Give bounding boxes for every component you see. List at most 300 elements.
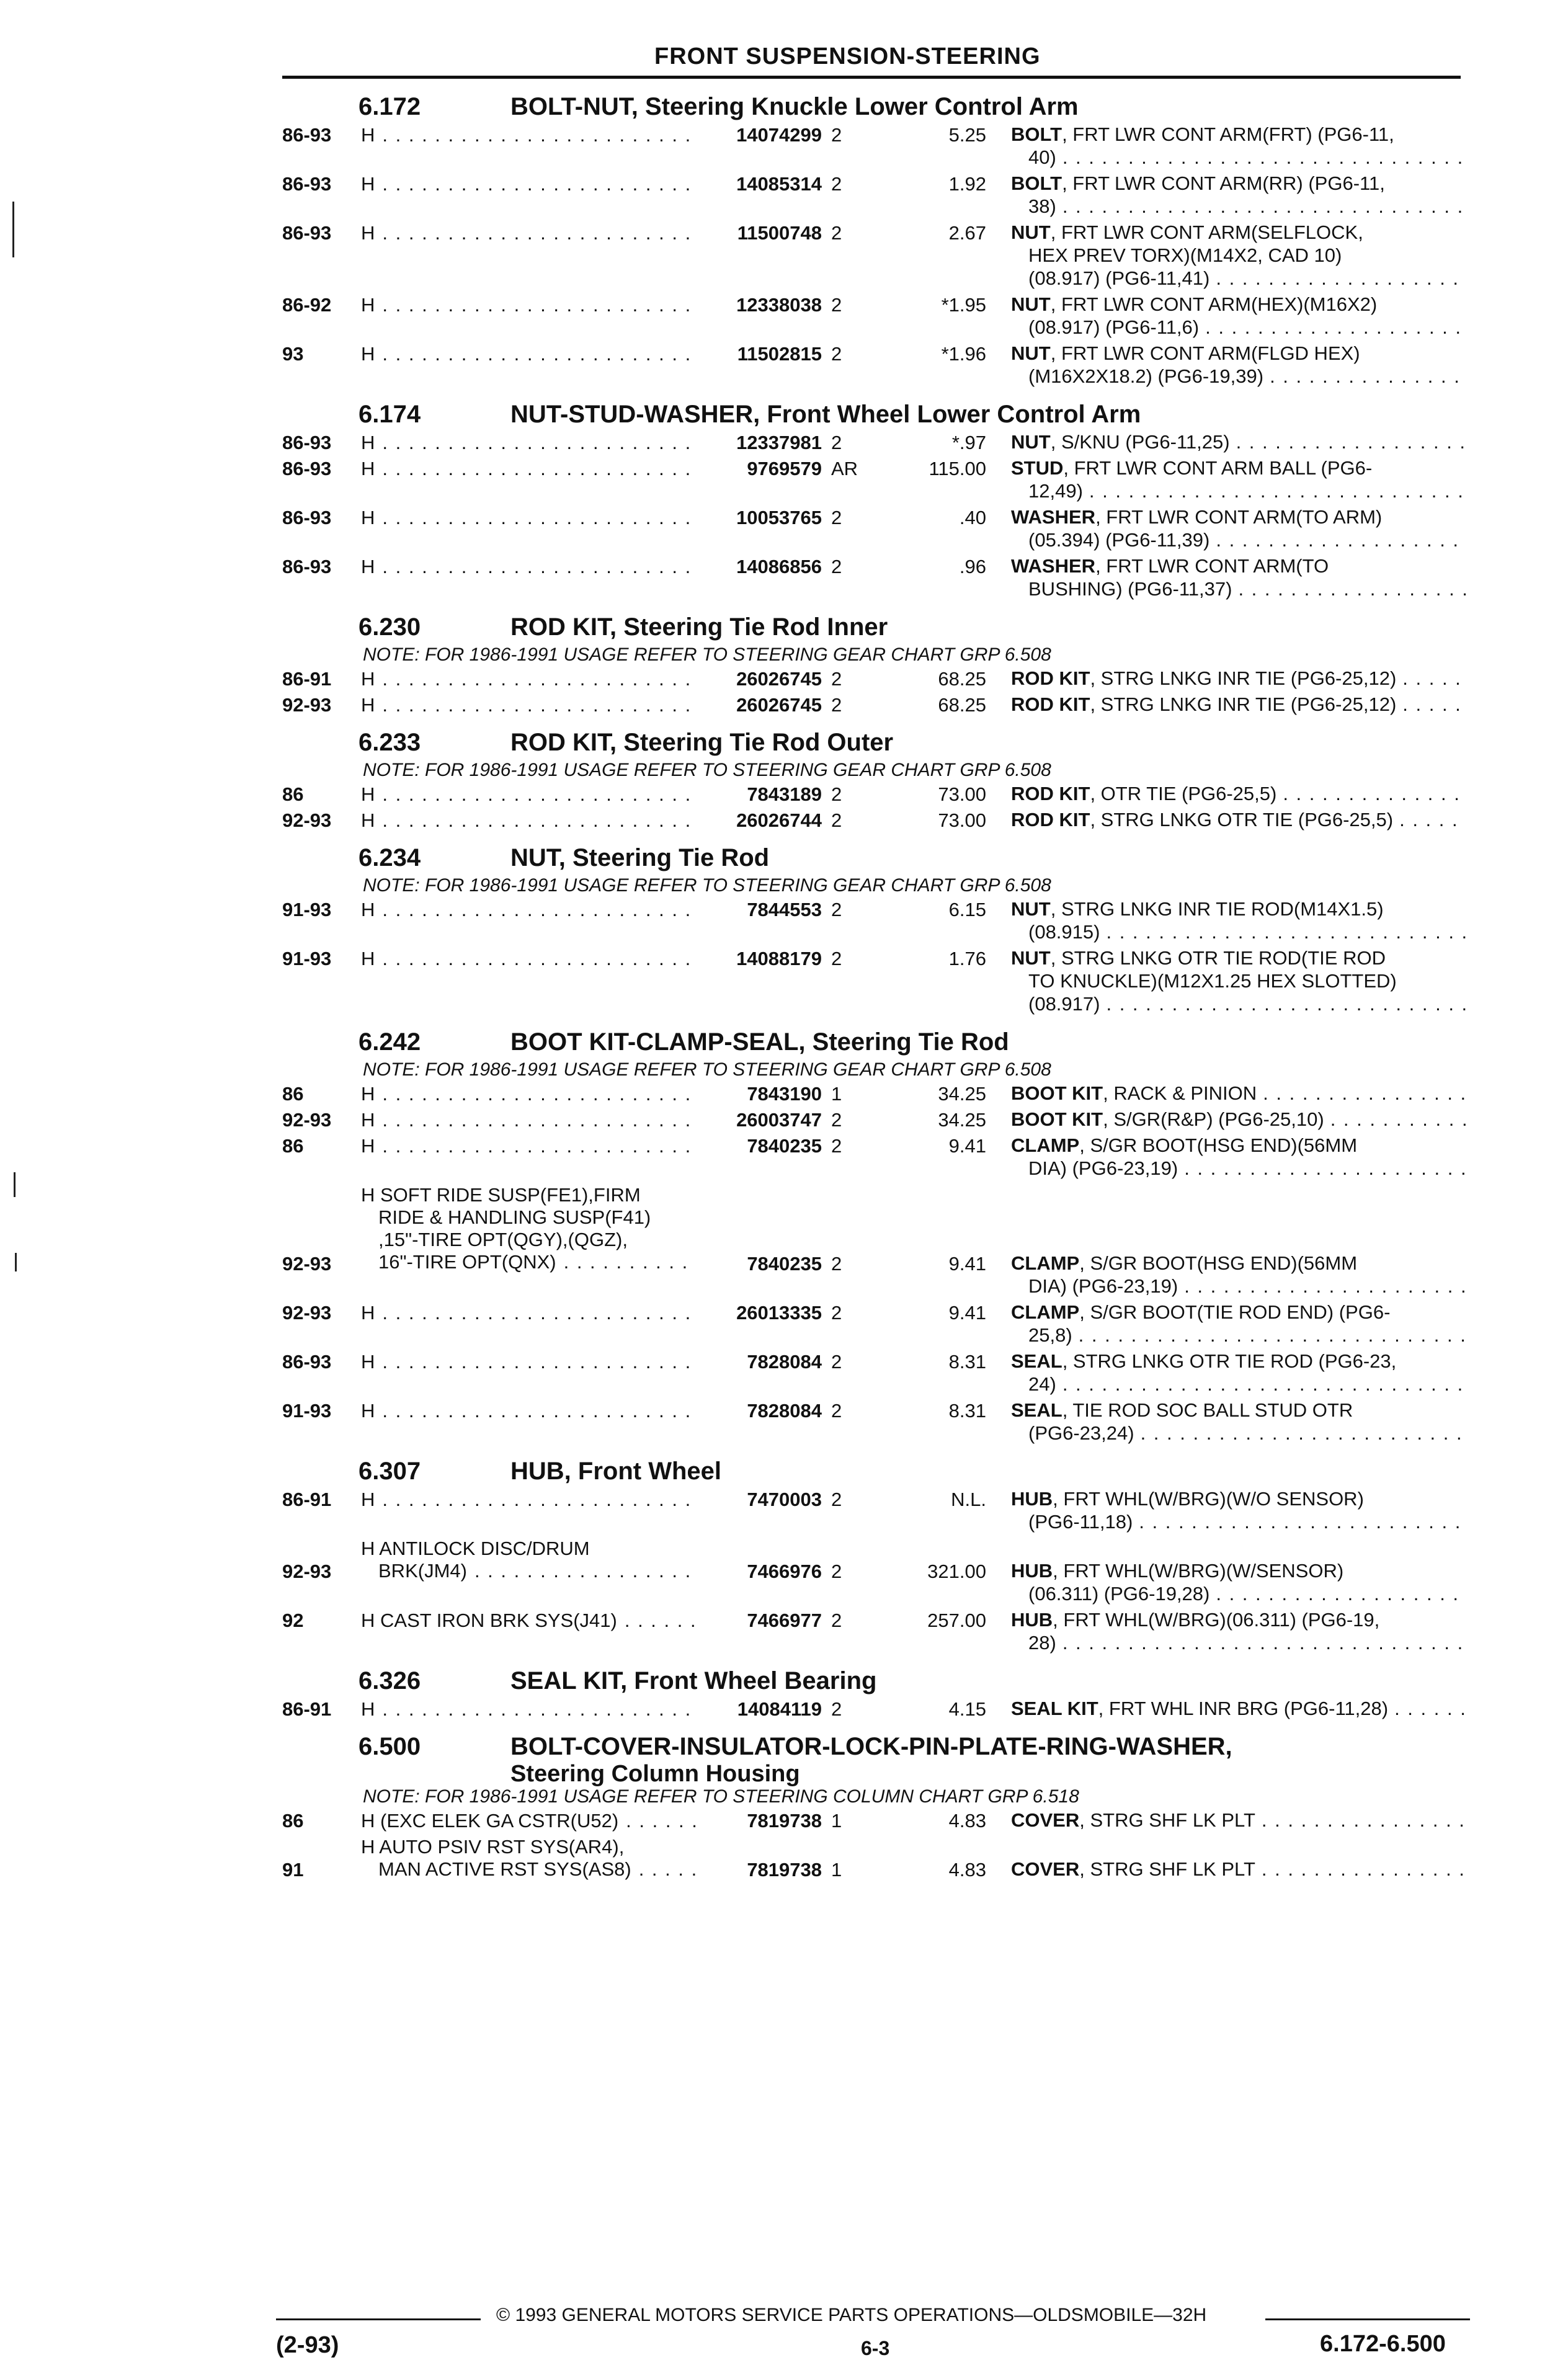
description-text: , FRT LWR CONT ARM(TO [1095, 555, 1329, 577]
model-years: 86-93 [282, 1351, 332, 1373]
part-name: ROD KIT [1011, 809, 1090, 830]
section-title: BOLT-COVER-INSULATOR-LOCK-PIN-PLATE-RING-WASHER, [510, 1733, 1232, 1760]
usage-text: H [361, 1083, 375, 1105]
model-years: 92-93 [282, 809, 332, 831]
usage-text: H [361, 1698, 375, 1720]
description-text: 12,49) [1028, 480, 1083, 502]
usage-text: H [361, 458, 375, 479]
part-description [1011, 1350, 1467, 1396]
section-number: 6.307 [359, 1458, 421, 1485]
model-years: 86-93 [282, 556, 332, 577]
part-description [1011, 693, 1467, 716]
part-description [1011, 1559, 1467, 1605]
leader-dots [1056, 146, 1467, 169]
description-text: , FRT LWR CONT ARM(FRT) (PG6-11, [1062, 123, 1394, 145]
leader-dots [1388, 1697, 1467, 1720]
leader-dots [1324, 1108, 1467, 1131]
usage-line [361, 1610, 696, 1632]
section-heading [359, 1458, 721, 1485]
quantity: 2 [831, 173, 842, 195]
description-line [1011, 1422, 1467, 1445]
part-description [1011, 293, 1467, 339]
part-name: COVER [1011, 1809, 1080, 1831]
usage-text: H (EXC ELEK GA CSTR(U52) [361, 1810, 619, 1832]
leader-dots [618, 1810, 696, 1832]
usage-description [361, 809, 696, 832]
quantity: 2 [831, 1610, 842, 1631]
usage-line [361, 222, 696, 244]
price: 34.25 [938, 1109, 986, 1131]
part-name: NUT [1011, 947, 1051, 969]
part-name: COVER [1011, 1858, 1080, 1880]
description-text: , S/KNU (PG6-11,25) [1050, 431, 1230, 453]
description-text: , FRT LWR CONT ARM(TO ARM) [1095, 506, 1383, 528]
price: 5.25 [948, 124, 986, 146]
part-description [1011, 1487, 1467, 1533]
leader-dots [1178, 1275, 1467, 1298]
part-name: WASHER [1011, 506, 1096, 528]
part-number: 26026745 [736, 694, 822, 716]
part-description [1011, 946, 1467, 1015]
usage-description [361, 507, 696, 529]
description-line [1011, 992, 1467, 1015]
section-note: NOTE: FOR 1986-1991 USAGE REFER TO STEERING GEAR CHART GRP 6.508 [363, 644, 1051, 665]
usage-line [361, 294, 696, 316]
usage-line [361, 1184, 696, 1206]
price: *1.95 [941, 294, 986, 316]
leader-dots [375, 1489, 696, 1511]
price: .40 [959, 507, 986, 528]
description-line [1011, 1631, 1467, 1654]
section-note: NOTE: FOR 1986-1991 USAGE REFER TO STEERING GEAR CHART GRP 6.508 [363, 760, 1051, 780]
part-name: ROD KIT [1011, 667, 1090, 689]
usage-text: H [361, 294, 375, 316]
quantity: 1 [831, 1810, 842, 1832]
description-text: DIA) (PG6-23,19) [1028, 1157, 1178, 1179]
part-name: NUT [1011, 342, 1051, 364]
description-text: (M16X2X18.2) (PG6-19,39) [1028, 365, 1264, 387]
part-number: 26003747 [736, 1109, 822, 1131]
description-text: 28) [1028, 1632, 1056, 1654]
usage-text: H [361, 432, 375, 453]
price: 34.25 [938, 1083, 986, 1105]
description-text: , FRT WHL INR BRG (PG6-11,28) [1098, 1698, 1389, 1719]
description-line [1011, 528, 1467, 551]
footer-date: (2-93) [276, 2332, 339, 2358]
part-number: 14074299 [736, 124, 822, 146]
usage-description [361, 668, 696, 690]
part-number: 14085314 [736, 173, 822, 195]
quantity: 2 [831, 1109, 842, 1131]
description-line [1011, 1697, 1467, 1720]
footer-page-number: 6-3 [861, 2337, 890, 2359]
usage-description [361, 783, 696, 806]
usage-line [361, 809, 696, 832]
description-text: , STRG LNKG OTR TIE ROD(TIE ROD [1050, 947, 1386, 969]
description-line [1011, 1373, 1467, 1396]
quantity: 2 [831, 556, 842, 577]
part-number: 7470003 [747, 1489, 822, 1510]
description-text: , OTR TIE (PG6-25,5) [1090, 783, 1277, 804]
footer-rule [276, 2318, 481, 2320]
part-description [1011, 123, 1467, 169]
part-number: 14088179 [736, 948, 822, 969]
usage-text: H [361, 124, 375, 146]
usage-text: RIDE & HANDLING SUSP(F41) [378, 1206, 651, 1228]
part-description [1011, 1858, 1467, 1881]
margin-mark [15, 1253, 17, 1271]
model-years: 86 [282, 1810, 304, 1832]
part-name: NUT [1011, 293, 1051, 315]
usage-text: H [361, 1489, 375, 1510]
model-years: 86-91 [282, 1698, 332, 1720]
price: 9.41 [948, 1135, 986, 1157]
price: 257.00 [927, 1610, 986, 1631]
description-line [1011, 1157, 1467, 1180]
leader-dots [375, 1135, 696, 1157]
part-name: NUT [1011, 898, 1051, 920]
model-years: 92-93 [282, 694, 332, 716]
price: *1.96 [941, 343, 986, 365]
section-title: NUT-STUD-WASHER, Front Wheel Lower Control Arm [510, 401, 1141, 428]
part-number: 11500748 [737, 222, 822, 244]
quantity: 2 [831, 1135, 842, 1157]
part-description [1011, 1108, 1467, 1131]
leader-dots [1056, 1631, 1467, 1654]
part-name: HUB [1011, 1488, 1053, 1510]
part-name: BOLT [1011, 172, 1062, 194]
description-line [1011, 195, 1467, 218]
description-text: , FRT WHL(W/BRG)(06.311) (PG6-19, [1053, 1609, 1380, 1631]
section-title: SEAL KIT, Front Wheel Bearing [510, 1667, 877, 1694]
usage-line [361, 173, 696, 195]
section-title: BOOT KIT-CLAMP-SEAL, Steering Tie Rod [510, 1028, 1009, 1056]
description-text: (05.394) (PG6-11,39) [1028, 529, 1210, 551]
usage-description [361, 556, 696, 578]
part-number: 7828084 [747, 1351, 822, 1373]
model-years: 86-93 [282, 222, 332, 244]
usage-description [361, 1109, 696, 1131]
leader-dots [375, 1400, 696, 1422]
leader-dots [1209, 267, 1467, 290]
price: 8.31 [948, 1351, 986, 1373]
description-text: , S/GR(R&P) (PG6-25,10) [1103, 1108, 1324, 1130]
leader-dots [375, 694, 696, 716]
description-text: (08.917) [1028, 993, 1100, 1015]
usage-text: H [361, 1351, 375, 1373]
model-years: 86-92 [282, 294, 332, 316]
description-line [1011, 969, 1467, 992]
model-years: 86-93 [282, 507, 332, 528]
price: 8.31 [948, 1400, 986, 1422]
section-title: ROD KIT, Steering Tie Rod Outer [510, 729, 894, 756]
part-number: 14084119 [737, 1698, 822, 1720]
leader-dots [1232, 577, 1467, 600]
part-name: BOOT KIT [1011, 1108, 1103, 1130]
quantity: 2 [831, 809, 842, 831]
model-years: 86 [282, 1083, 304, 1105]
margin-mark [14, 1172, 16, 1197]
section-heading [359, 93, 1079, 121]
part-description [1011, 172, 1467, 218]
leader-dots [375, 173, 696, 195]
usage-description [361, 173, 696, 195]
usage-line [361, 1109, 696, 1131]
usage-line [361, 1400, 696, 1422]
description-text: , FRT LWR CONT ARM(FLGD HEX) [1050, 342, 1360, 364]
description-line [1011, 1108, 1467, 1131]
part-name: NUT [1011, 221, 1051, 243]
part-description [1011, 667, 1467, 690]
leader-dots [1133, 1510, 1467, 1533]
description-text: DIA) (PG6-23,19) [1028, 1275, 1178, 1297]
description-text: , S/GR BOOT(TIE ROD END) (PG6- [1079, 1301, 1391, 1323]
part-number: 9769579 [747, 458, 822, 479]
usage-description [361, 1400, 696, 1422]
description-line [1011, 267, 1467, 290]
model-years: 86 [282, 1135, 304, 1157]
model-years: 91 [282, 1859, 304, 1881]
part-number: 7840235 [747, 1253, 822, 1275]
model-years: 92-93 [282, 1253, 332, 1275]
usage-text: H [361, 507, 375, 528]
usage-line [361, 1836, 696, 1858]
part-name: HUB [1011, 1609, 1053, 1631]
price: 1.76 [948, 948, 986, 969]
description-text: , STRG SHF LK PLT [1079, 1809, 1255, 1831]
usage-line [361, 124, 696, 146]
description-line [1011, 667, 1467, 690]
leader-dots [375, 222, 696, 244]
section-heading [359, 401, 1141, 429]
part-name: SEAL KIT [1011, 1698, 1098, 1719]
model-years: 92-93 [282, 1561, 332, 1582]
quantity: 2 [831, 783, 842, 805]
usage-description [361, 432, 696, 454]
description-text: , STRG SHF LK PLT [1079, 1858, 1255, 1880]
section-number: 6.172 [359, 93, 421, 120]
usage-line [361, 1698, 696, 1721]
usage-description [361, 343, 696, 365]
description-line [1011, 1608, 1467, 1631]
description-line [1011, 808, 1467, 831]
quantity: 2 [831, 899, 842, 920]
usage-line [361, 694, 696, 716]
description-line [1011, 244, 1467, 267]
leader-dots [375, 458, 696, 480]
section-number: 6.242 [359, 1028, 421, 1056]
leader-dots [1209, 1582, 1467, 1605]
leader-dots [1056, 195, 1467, 218]
leader-dots [1396, 693, 1467, 716]
section-number: 6.174 [359, 401, 421, 428]
usage-description [361, 1810, 696, 1832]
description-line [1011, 693, 1467, 716]
description-line [1011, 1301, 1467, 1324]
leader-dots [631, 1858, 696, 1881]
usage-text: H [361, 173, 375, 195]
description-line [1011, 782, 1467, 805]
description-text: , FRT WHL(W/BRG)(W/O SENSOR) [1053, 1488, 1364, 1510]
description-line [1011, 293, 1467, 316]
leader-dots [1209, 528, 1467, 551]
part-name: ROD KIT [1011, 783, 1090, 804]
leader-dots [375, 1302, 696, 1324]
description-line [1011, 1809, 1467, 1832]
part-number: 7840235 [747, 1135, 822, 1157]
part-name: STUD [1011, 457, 1064, 479]
description-line [1011, 1324, 1467, 1347]
leader-dots [1178, 1157, 1467, 1180]
usage-line [361, 1538, 696, 1560]
section-heading [359, 1028, 1009, 1056]
usage-text: H AUTO PSIV RST SYS(AR4), [361, 1836, 625, 1858]
description-line [1011, 1487, 1467, 1510]
leader-dots [375, 294, 696, 316]
usage-line [361, 1206, 696, 1229]
usage-line [361, 432, 696, 454]
quantity: 2 [831, 1698, 842, 1720]
price: N.L. [951, 1489, 986, 1510]
footer-rule [1265, 2318, 1470, 2320]
usage-line [361, 1810, 696, 1832]
description-line [1011, 342, 1467, 365]
description-text: (08.915) [1028, 921, 1100, 943]
description-text: , FRT LWR CONT ARM(RR) (PG6-11, [1062, 172, 1385, 194]
description-text: , RACK & PINION [1103, 1082, 1257, 1104]
leader-dots [375, 668, 696, 690]
part-number: 10053765 [736, 507, 822, 528]
price: 321.00 [927, 1561, 986, 1582]
section-subtitle: Steering Column Housing [510, 1761, 800, 1787]
description-text: HEX PREV TORX)(M14X2, CAD 10) [1028, 244, 1342, 266]
description-line [1011, 554, 1467, 577]
leader-dots [1056, 1373, 1467, 1396]
description-line [1011, 479, 1467, 502]
description-text: , S/GR BOOT(HSG END)(56MM [1079, 1134, 1358, 1156]
usage-line [361, 1135, 696, 1157]
part-name: CLAMP [1011, 1301, 1080, 1323]
description-line [1011, 1252, 1467, 1275]
description-text: BUSHING) (PG6-11,37) [1028, 578, 1232, 600]
description-line [1011, 1350, 1467, 1373]
price: 73.00 [938, 809, 986, 831]
usage-text: H [361, 783, 375, 805]
price: 9.41 [948, 1253, 986, 1275]
leader-dots [375, 507, 696, 529]
model-years: 92-93 [282, 1302, 332, 1324]
description-text: , S/GR BOOT(HSG END)(56MM [1079, 1252, 1358, 1274]
usage-description [361, 1836, 696, 1881]
margin-mark [12, 202, 14, 257]
part-description [1011, 1134, 1467, 1180]
part-description [1011, 554, 1467, 600]
model-years: 86-93 [282, 124, 332, 146]
part-description [1011, 505, 1467, 551]
usage-description [361, 1610, 696, 1632]
part-name: ROD KIT [1011, 693, 1090, 715]
footer-copyright: © 1993 GENERAL MOTORS SERVICE PARTS OPERATIONS—OLDSMOBILE—32H [496, 2305, 1207, 2325]
part-number: 26026745 [736, 668, 822, 690]
leader-dots [1255, 1809, 1467, 1832]
description-line [1011, 1510, 1467, 1533]
description-line [1011, 505, 1467, 528]
description-line [1011, 1858, 1467, 1881]
description-line [1011, 1082, 1467, 1105]
section-number: 6.230 [359, 613, 421, 641]
usage-line [361, 1083, 696, 1105]
usage-description [361, 1538, 696, 1582]
quantity: 2 [831, 432, 842, 453]
usage-description [361, 1135, 696, 1157]
usage-line [361, 507, 696, 529]
usage-text: H [361, 1109, 375, 1131]
model-years: 86-93 [282, 432, 332, 453]
price: *.97 [951, 432, 986, 453]
model-years: 91-93 [282, 948, 332, 969]
usage-line [361, 948, 696, 970]
usage-description [361, 948, 696, 970]
quantity: 2 [831, 507, 842, 528]
quantity: 2 [831, 1489, 842, 1510]
model-years: 86-91 [282, 668, 332, 690]
usage-text: H [361, 694, 375, 716]
section-number: 6.500 [359, 1733, 421, 1760]
leader-dots [1072, 1324, 1467, 1347]
usage-text: H SOFT RIDE SUSP(FE1),FIRM [361, 1184, 641, 1206]
leader-dots [1396, 667, 1467, 690]
description-text: , FRT LWR CONT ARM BALL (PG6- [1063, 457, 1373, 479]
description-text: (08.917) (PG6-11,41) [1028, 267, 1210, 289]
description-text: , STRG LNKG OTR TIE (PG6-25,5) [1090, 809, 1394, 830]
usage-line [361, 1351, 696, 1373]
part-description [1011, 1608, 1467, 1654]
leader-dots [375, 1083, 696, 1105]
leader-dots [1255, 1858, 1467, 1881]
part-description [1011, 1399, 1467, 1445]
quantity: 1 [831, 1859, 842, 1881]
part-number: 7466977 [747, 1610, 822, 1631]
usage-text: H [361, 343, 375, 365]
part-name: BOOT KIT [1011, 1082, 1103, 1104]
model-years: 86-93 [282, 173, 332, 195]
description-text: , STRG LNKG INR TIE ROD(M14X1.5) [1050, 898, 1384, 920]
part-description [1011, 782, 1467, 805]
page-title: FRONT SUSPENSION-STEERING [654, 43, 1041, 69]
part-number: 12337981 [736, 432, 822, 453]
quantity: 2 [831, 124, 842, 146]
usage-line [361, 458, 696, 480]
section-note: NOTE: FOR 1986-1991 USAGE REFER TO STEERING COLUMN CHART GRP 6.518 [363, 1786, 1079, 1807]
leader-dots [375, 899, 696, 921]
quantity: 2 [831, 1561, 842, 1582]
quantity: 2 [831, 948, 842, 969]
usage-description [361, 899, 696, 921]
part-description [1011, 1809, 1467, 1832]
model-years: 91-93 [282, 1400, 332, 1422]
description-line [1011, 897, 1467, 920]
description-text: , STRG LNKG OTR TIE ROD (PG6-23, [1062, 1350, 1397, 1372]
part-number: 7819738 [747, 1859, 822, 1881]
usage-line [361, 1229, 696, 1251]
usage-line [361, 1302, 696, 1324]
part-description [1011, 1301, 1467, 1347]
usage-text: H ANTILOCK DISC/DRUM [361, 1538, 590, 1559]
model-years: 86 [282, 783, 304, 805]
model-years: 93 [282, 343, 304, 365]
part-description [1011, 1697, 1467, 1720]
description-line [1011, 1582, 1467, 1605]
